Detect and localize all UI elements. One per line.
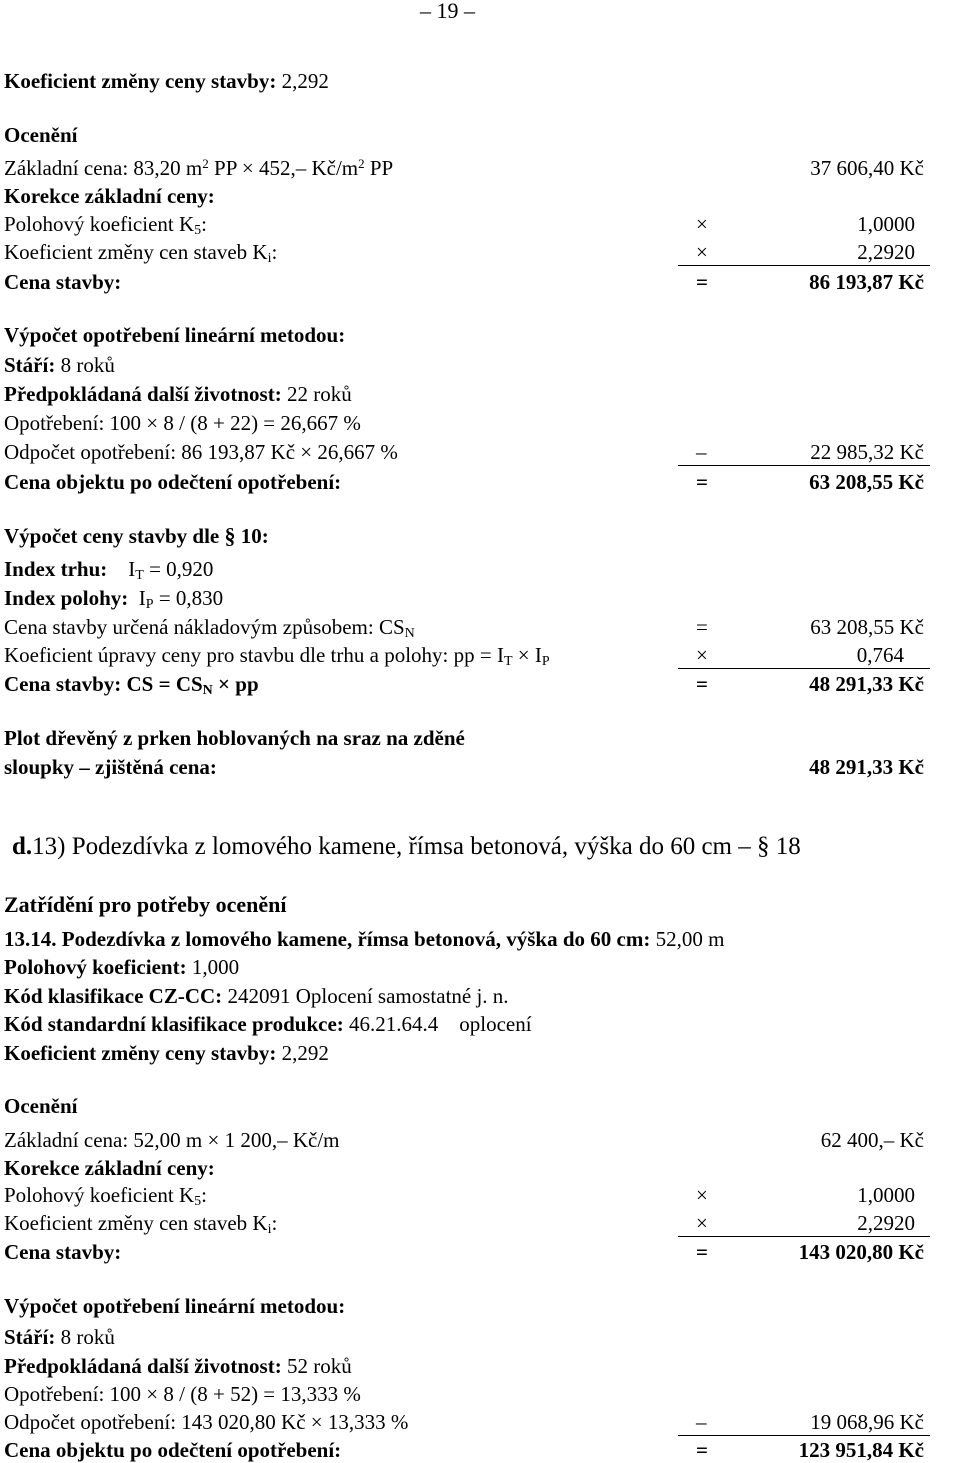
oceneni-heading: Ocenění: [4, 123, 78, 147]
sum-rule: [678, 668, 930, 669]
vypocet-ceny-num: 10:: [240, 524, 269, 548]
korekce-label: Korekce základní ceny:: [4, 184, 215, 208]
operator: ×: [696, 212, 708, 236]
index-symbol: I: [128, 557, 136, 581]
subscript: 5: [194, 1194, 202, 1209]
cena-stavby-2-label: Cena stavby:: [4, 1240, 122, 1264]
item-line: [4, 926, 724, 952]
cena-stavby-value: 86 193,87 Kč: [809, 270, 924, 294]
operator: ×: [696, 240, 708, 264]
vypocet-ceny-heading: [4, 523, 269, 549]
zivotnost-2-value: 52 roků: [286, 1354, 352, 1378]
cena-stavby-2-value: 143 020,80 Kč: [798, 1240, 924, 1264]
vypocet-opotrebeni-heading: Výpočet opotřebení lineární metodou:: [4, 323, 346, 347]
operator: =: [696, 672, 708, 696]
cena-cs-value: 48 291,33 Kč: [809, 672, 924, 696]
cena-cs-label: Cena stavby: CS = CS: [4, 672, 203, 696]
subscript: i: [267, 1222, 272, 1237]
cena-nakladova-label: Cena stavby určená nákladovým způsobem: CS: [4, 615, 405, 639]
koef-upravy-mid: × I: [512, 643, 542, 667]
polohovy-k5-2-line: Polohový koeficient $K_5$:: [4, 1183, 207, 1209]
index-trhu-label: Index trhu:: [4, 557, 108, 581]
polohovy-k5-2-label: Polohový koeficient K: [4, 1183, 195, 1207]
sum-rule: [678, 265, 930, 266]
zivotnost-2-label: Předpokládaná další životnost:: [4, 1354, 282, 1378]
subscript: T: [503, 654, 513, 669]
index-trhu-line: [4, 556, 213, 582]
kod-standard-desc: oplocení: [459, 1012, 532, 1036]
cena-nakladova-line: [4, 614, 415, 640]
polohovy-koef-2-line: [4, 954, 239, 980]
zakladni-cena-line: [4, 155, 393, 181]
superscript: 2: [358, 156, 365, 171]
kod-klasifikace-value: 242091 Oplocení samostatné j. n.: [227, 984, 509, 1008]
operator: =: [696, 615, 708, 639]
zakladni-cena-mid: PP × 452,– Kč/m: [208, 156, 359, 180]
koef-zmeny-label: Koeficient změny ceny stavby:: [4, 69, 277, 93]
cena-cs-end: × pp: [212, 672, 259, 696]
zakladni-cena-label: Základní cena: 83,20 m: [4, 156, 203, 180]
zmena-cen-label: Koeficient změny cen staveb K: [4, 240, 268, 264]
stari-value: 8 roků: [60, 353, 115, 377]
kod-standard-label: Kód standardní klasifikace produkce:: [4, 1012, 344, 1036]
subscript: T: [135, 568, 144, 583]
zatrideni-heading: Zatřídění pro potřeby ocenění: [4, 892, 287, 917]
index-polohy-line: [4, 585, 223, 611]
item-label: 13.14. Podezdívka z lomového kamene, římsa betonová, výška do 60 cm:: [4, 927, 651, 951]
heading-prefix: d.: [12, 833, 33, 860]
zmena-cen-line: Koeficient změny cen staveb $K_i$:: [4, 240, 278, 266]
stari-2-label: Stáří:: [4, 1325, 56, 1349]
polohovy-koef-value: 1,0000: [857, 212, 915, 236]
odpocet-2-line: Odpočet opotřebení: 143 020,80 Kč × 13,333 %: [4, 1410, 409, 1434]
operator: =: [696, 1438, 708, 1462]
subscript: N: [404, 626, 415, 641]
cena-stavby-label: Cena stavby:: [4, 270, 122, 294]
kod-klasifikace-label: Kód klasifikace CZ-CC:: [4, 984, 223, 1008]
operator: =: [696, 270, 708, 294]
cena-cs-line: [4, 671, 259, 697]
zivotnost-2-line: [4, 1353, 352, 1379]
operator: ×: [696, 1183, 708, 1207]
polohovy-koef-2-value: 1,000: [191, 955, 240, 979]
polohovy-koef-line: Polohový koeficient $K_5$:: [4, 212, 207, 238]
zakladni-cena-2-line: Základní cena: 52,00 m × 1 200,– Kč/m: [4, 1128, 340, 1152]
index-trhu-value: = 0,920: [149, 557, 214, 581]
section-sign: §: [224, 523, 236, 548]
index-polohy-value: = 0,830: [158, 586, 224, 610]
operator: =: [696, 470, 708, 494]
subscript: P: [145, 597, 154, 612]
koef-zmeny-2-label: Koeficient změny ceny stavby:: [4, 1041, 277, 1065]
zmena-cen-value: 2,2920: [857, 240, 915, 264]
cena-objektu-2-label: Cena objektu po odečtení opotřebení:: [4, 1438, 342, 1462]
zakladni-cena-2-value: 62 400,– Kč: [820, 1128, 924, 1152]
sum-rule: [678, 1236, 930, 1237]
koef-zmeny-2-line: [4, 1040, 329, 1066]
operator: =: [696, 1240, 708, 1264]
koef-upravy-label: Koeficient úpravy ceny pro stavbu dle trhu a polohy: pp = I: [4, 643, 504, 667]
zmena-cen-2-label: Koeficient změny cen staveb K: [4, 1211, 268, 1235]
odpocet-value: 22 985,32 Kč: [810, 440, 924, 464]
subscript: i: [267, 251, 272, 266]
polohovy-k5-2-value: 1,0000: [857, 1183, 915, 1207]
superscript: 2: [202, 156, 209, 171]
kod-standard-line: [4, 1011, 532, 1037]
zakladni-cena-value: 37 606,40 Kč: [810, 156, 924, 180]
subscript: P: [541, 654, 550, 669]
plot-value: 48 291,33 Kč: [809, 755, 924, 779]
koef-upravy-value: 0,764: [856, 643, 904, 667]
zivotnost-value: 22 roků: [286, 382, 352, 406]
polohovy-koef-label: Polohový koeficient K: [4, 212, 195, 236]
zivotnost-line: [4, 381, 352, 407]
operator: ×: [696, 643, 708, 667]
operator: ×: [696, 1211, 708, 1235]
oceneni-2-heading: Ocenění: [4, 1094, 78, 1118]
zakladni-cena-end: PP: [364, 156, 394, 180]
koef-upravy-line: [4, 642, 550, 668]
heading-num: 18: [775, 833, 801, 860]
vypocet-opotrebeni-2-heading: Výpočet opotřebení lineární metodou:: [4, 1294, 346, 1318]
koef-zmeny-line: [4, 68, 329, 94]
heading-text: 13) Podezdívka z lomového kamene, římsa betonová, výška do 60 cm –: [32, 833, 751, 860]
subscript: 5: [194, 223, 202, 238]
opotrebeni-line: Opotřebení: 100 × 8 / (8 + 22) = 26,667 %: [4, 411, 361, 435]
plot-line-1: Plot dřevěný z prken hoblovaných na sraz na zděné: [4, 726, 465, 750]
odpocet-line: Odpočet opotřebení: 86 193,87 Kč × 26,667 %: [4, 440, 398, 464]
cena-objektu-2-value: 123 951,84 Kč: [798, 1438, 924, 1462]
cena-objektu-value: 63 208,55 Kč: [809, 470, 924, 494]
cena-objektu-label: Cena objektu po odečtení opotřebení:: [4, 470, 342, 494]
zmena-cen-2-value: 2,2920: [857, 1211, 915, 1235]
index-polohy-label: Index polohy:: [4, 586, 129, 610]
zivotnost-label: Předpokládaná další životnost:: [4, 382, 282, 406]
stari-line: [4, 352, 115, 378]
koef-zmeny-2-value: 2,292: [281, 1041, 329, 1065]
stari-2-value: 8 roků: [60, 1325, 115, 1349]
koef-zmeny-value: 2,292: [281, 69, 329, 93]
korekce-2-label: Korekce základní ceny:: [4, 1156, 215, 1180]
item-value: 52,00 m: [655, 927, 725, 951]
polohovy-koef-2-label: Polohový koeficient:: [4, 955, 187, 979]
stari-2-line: [4, 1324, 115, 1350]
odpocet-2-value: 19 068,96 Kč: [810, 1410, 924, 1434]
vypocet-ceny-label: Výpočet ceny stavby dle: [4, 524, 220, 548]
sum-rule: [678, 1435, 930, 1436]
operator: –: [696, 440, 707, 464]
cena-nakladova-value: 63 208,55 Kč: [810, 615, 924, 639]
stari-label: Stáří:: [4, 353, 56, 377]
zmena-cen-2-line: Koeficient změny cen staveb $K_i$:: [4, 1211, 278, 1237]
section-heading: [12, 832, 801, 862]
kod-klasifikace-line: [4, 983, 509, 1009]
sum-rule: [678, 465, 930, 466]
index-symbol: I: [138, 586, 146, 610]
subscript: N: [202, 683, 213, 698]
plot-line-2: sloupky – zjištěná cena:: [4, 755, 217, 779]
operator: –: [696, 1410, 707, 1434]
kod-standard-value: 46.21.64.4: [349, 1012, 439, 1036]
section-sign: §: [757, 833, 770, 860]
page-number: – 19 –: [420, 0, 475, 23]
opotrebeni-2-line: Opotřebení: 100 × 8 / (8 + 52) = 13,333 %: [4, 1382, 361, 1406]
